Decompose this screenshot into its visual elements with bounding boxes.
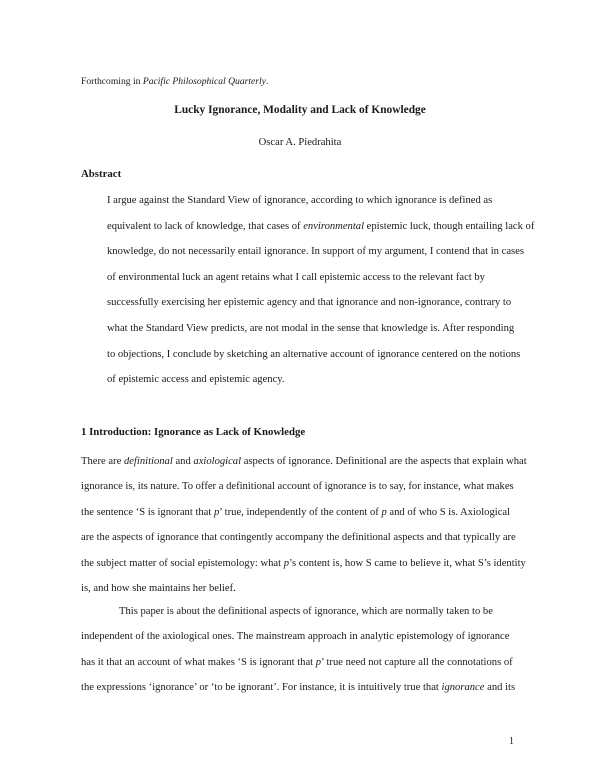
text-line xyxy=(81,630,509,644)
text-segment: and xyxy=(172,456,194,467)
text-segment: There are xyxy=(81,456,124,467)
text-segment: I argue against the Standard View of ignorance, according to which ignorance is defined as xyxy=(107,195,493,206)
text-line xyxy=(81,557,526,571)
text-segment: has it that an account of what makes ‘S is ignorant that xyxy=(81,656,316,668)
text-line xyxy=(81,480,514,494)
text-line xyxy=(81,582,236,596)
text-segment: to objections, I conclude by sketching an alternative account of ignorance centered on the notions xyxy=(107,348,521,360)
text-line xyxy=(107,322,514,336)
author-name: Oscar A. Piedrahita xyxy=(258,137,342,148)
text-line xyxy=(81,656,513,670)
publication-note-suffix: . xyxy=(265,76,269,87)
text-line xyxy=(107,348,520,362)
section-heading: 1 Introduction: Ignorance as Lack of Knowledge xyxy=(81,426,306,438)
text-segment: aspects of ignorance. Definitional are the aspects that explain what xyxy=(241,456,527,467)
text-line xyxy=(81,506,510,520)
text-segment: the expressions ‘ignorance’ or ‘to be ignorant’. For instance, it is intuitively true that xyxy=(81,682,442,694)
emphasis-text: p xyxy=(283,557,289,569)
publication-note-prefix: Forthcoming in xyxy=(81,76,143,87)
journal-name: Pacific Philosophical Quarterly xyxy=(142,76,266,87)
text-line xyxy=(119,605,493,619)
text-line xyxy=(107,245,524,259)
text-line xyxy=(81,681,515,695)
emphasis-text: p xyxy=(213,506,220,518)
text-segment: equivalent to lack of knowledge, that cases of xyxy=(107,220,304,232)
text-segment: This paper is about the definitional aspects of ignorance, which are normally taken to be xyxy=(119,606,493,617)
text-segment: the subject matter of social epistemology: what xyxy=(81,557,284,569)
text-segment: knowledge, do not necessarily entail ignorance. In support of my argument, I contend that in cases xyxy=(107,246,524,258)
publication-note xyxy=(81,75,268,89)
text-segment: of epistemic access and epistemic agency. xyxy=(107,374,285,386)
text-segment: ’s content is, how S came to believe it, what S’s identity xyxy=(289,557,526,569)
emphasis-text: environmental xyxy=(303,220,365,232)
emphasis-text: p xyxy=(381,506,387,518)
text-segment: successfully exercising her epistemic agency and that ignorance and non-ignorance, contrary to xyxy=(107,297,512,309)
text-segment: the sentence ‘S is ignorant that xyxy=(81,506,214,518)
text-line xyxy=(81,455,527,469)
text-segment: and its xyxy=(484,682,516,694)
text-line xyxy=(81,531,516,545)
text-segment: independent of the axiological ones. The mainstream approach in analytic epistemology of ignorance xyxy=(81,631,510,643)
text-line xyxy=(107,296,511,310)
text-segment: is, and how she maintains her belief. xyxy=(81,583,236,594)
text-segment: and of who S is. Axiological xyxy=(386,506,511,518)
page-number: 1 xyxy=(509,736,514,747)
text-segment: what the Standard View predicts, are not modal in the sense that knowledge is. After responding xyxy=(107,323,515,334)
text-line xyxy=(107,194,492,208)
emphasis-text: ignorance xyxy=(441,682,485,694)
text-segment: ’ true need not capture all the connotations of xyxy=(321,656,513,668)
emphasis-text: axiological xyxy=(193,456,242,467)
text-line xyxy=(107,271,485,285)
text-segment: epistemic luck, though entailing lack of xyxy=(364,220,535,232)
text-line xyxy=(107,220,534,234)
text-segment: are the aspects of ignorance that contingently accompany the definitional aspects and that typically are xyxy=(81,532,516,544)
text-segment: ignorance is, its nature. To offer a definitional account of ignorance is to say, for instance, what makes xyxy=(81,481,514,493)
paper-title: Lucky Ignorance, Modality and Lack of Knowledge xyxy=(174,104,426,116)
emphasis-text: p xyxy=(315,656,322,668)
text-segment: ’ true, independently of the content of xyxy=(219,506,382,518)
text-line xyxy=(107,373,285,387)
abstract-heading: Abstract xyxy=(81,168,122,180)
emphasis-text: definitional xyxy=(123,456,173,467)
text-segment: of environmental luck an agent retains what I call epistemic access to the relevant fact by xyxy=(107,271,485,283)
